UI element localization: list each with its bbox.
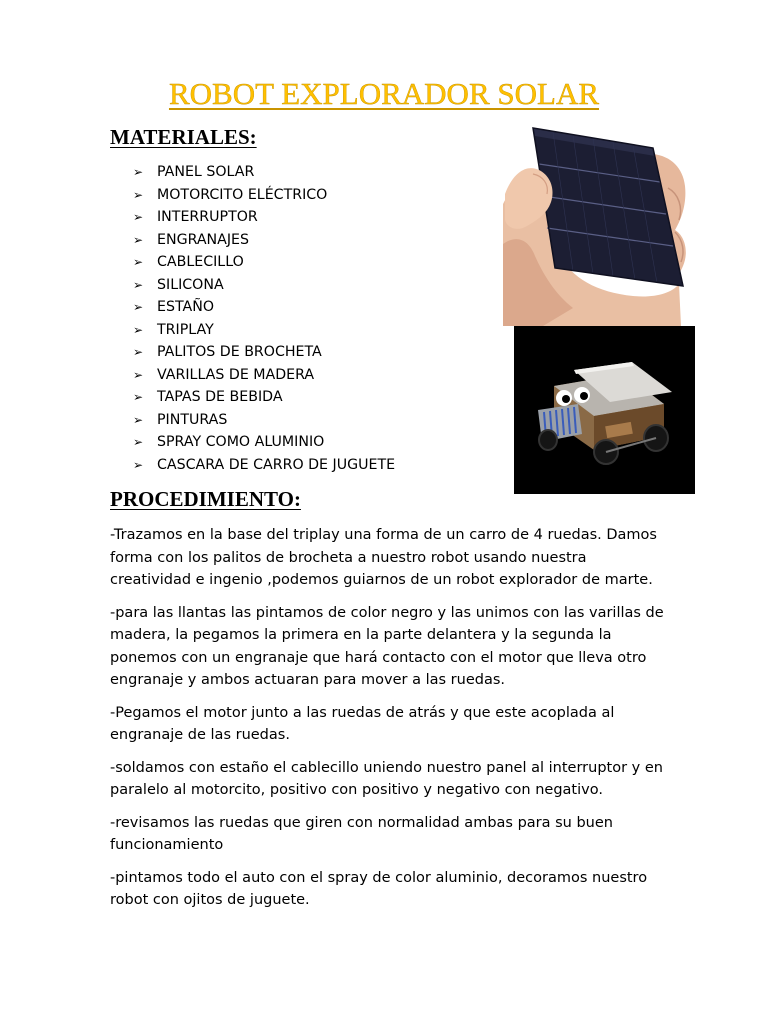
material-label: PANEL SOLAR [157,164,255,180]
list-item [133,206,395,229]
material-label: CASCARA DE CARRO DE JUGUETE [157,456,396,473]
material-label: INTERRUPTOR [157,209,258,225]
procedure-paragraph: -Trazamos en la base del triplay una forma de un carro de 4 ruedas. Damos forma con los palitos de brocheta a nuestro robot usando nuestra creatividad e ingenio ,podemos guiarnos de un robot explorador de marte. [110,527,657,588]
material-label: TRIPLAY [157,321,214,338]
list-item [133,296,395,319]
list-item [133,319,395,342]
arrow-bullet-icon: ➢ [133,435,144,449]
hand-holding-solar-panel-icon [503,124,718,326]
list-item [133,184,395,207]
arrow-bullet-icon: ➢ [133,367,144,382]
arrow-bullet-icon: ➢ [133,277,144,292]
list-item [133,386,395,409]
material-label: ENGRANAJES [157,231,250,248]
materials-heading: MATERIALES: [110,125,257,149]
material-label: VARILLAS DE MADERA [157,366,315,383]
procedure-body [110,524,670,922]
arrow-bullet-icon: ➢ [133,255,144,269]
material-label: MOTORCITO ELÉCTRICO [157,186,328,203]
material-label: TAPAS DE BEBIDA [157,389,283,405]
material-label: PALITOS DE BROCHETA [157,344,322,360]
procedure-paragraph: -Pegamos el motor junto a las ruedas de atrás y que este acoplada al engranaje de las ruedas. [110,704,615,743]
arrow-bullet-icon: ➢ [133,232,144,247]
material-label: ESTAÑO [157,299,215,315]
procedure-paragraph: -revisamos las ruedas que giren con normalidad ambas para su buen funcionamiento [110,814,613,853]
arrow-bullet-icon: ➢ [133,412,144,427]
list-item [133,274,395,297]
arrow-bullet-icon: ➢ [133,210,144,224]
list-item [133,341,395,364]
procedure-paragraph: -para las llantas las pintamos de color negro y las unimos con las varillas de madera, la pegamos la primera en la parte delantera y la segunda la ponemos con un engranaje que hará contacto con el motor que lleva otro engranaje y ambos actuaran para mover a las ruedas. [110,604,664,688]
list-item [133,431,395,454]
arrow-bullet-icon: ➢ [133,187,144,202]
material-label: SPRAY COMO ALUMINIO [157,434,325,450]
solar-robot-toy-icon [514,326,695,494]
material-label: CABLECILLO [157,254,244,270]
arrow-bullet-icon: ➢ [133,390,144,404]
list-item [133,409,395,432]
list-item [133,251,395,274]
list-item [133,161,395,184]
page-title: ROBOT EXPLORADOR SOLAR [168,76,600,111]
material-label: PINTURAS [157,411,228,428]
arrow-bullet-icon: ➢ [133,322,144,337]
procedure-paragraph: -pintamos todo el auto con el spray de color aluminio, decoramos nuestro robot con ojitos de juguete. [110,869,648,908]
arrow-bullet-icon: ➢ [133,457,144,472]
list-item [133,229,395,252]
solar-panel-photo [503,124,718,326]
robot-photo [514,326,695,494]
procedure-paragraph: -soldamos con estaño el cablecillo uniendo nuestro panel al interruptor y en paralelo al motorcito, positivo con positivo y negativo con negativo. [110,759,663,798]
procedure-heading: PROCEDIMIENTO: [110,487,301,511]
materials-list [133,161,395,476]
list-item [133,364,395,387]
arrow-bullet-icon: ➢ [133,345,144,359]
material-label: SILICONA [157,276,224,293]
arrow-bullet-icon: ➢ [133,165,144,179]
arrow-bullet-icon: ➢ [133,300,144,314]
list-item [133,454,395,477]
